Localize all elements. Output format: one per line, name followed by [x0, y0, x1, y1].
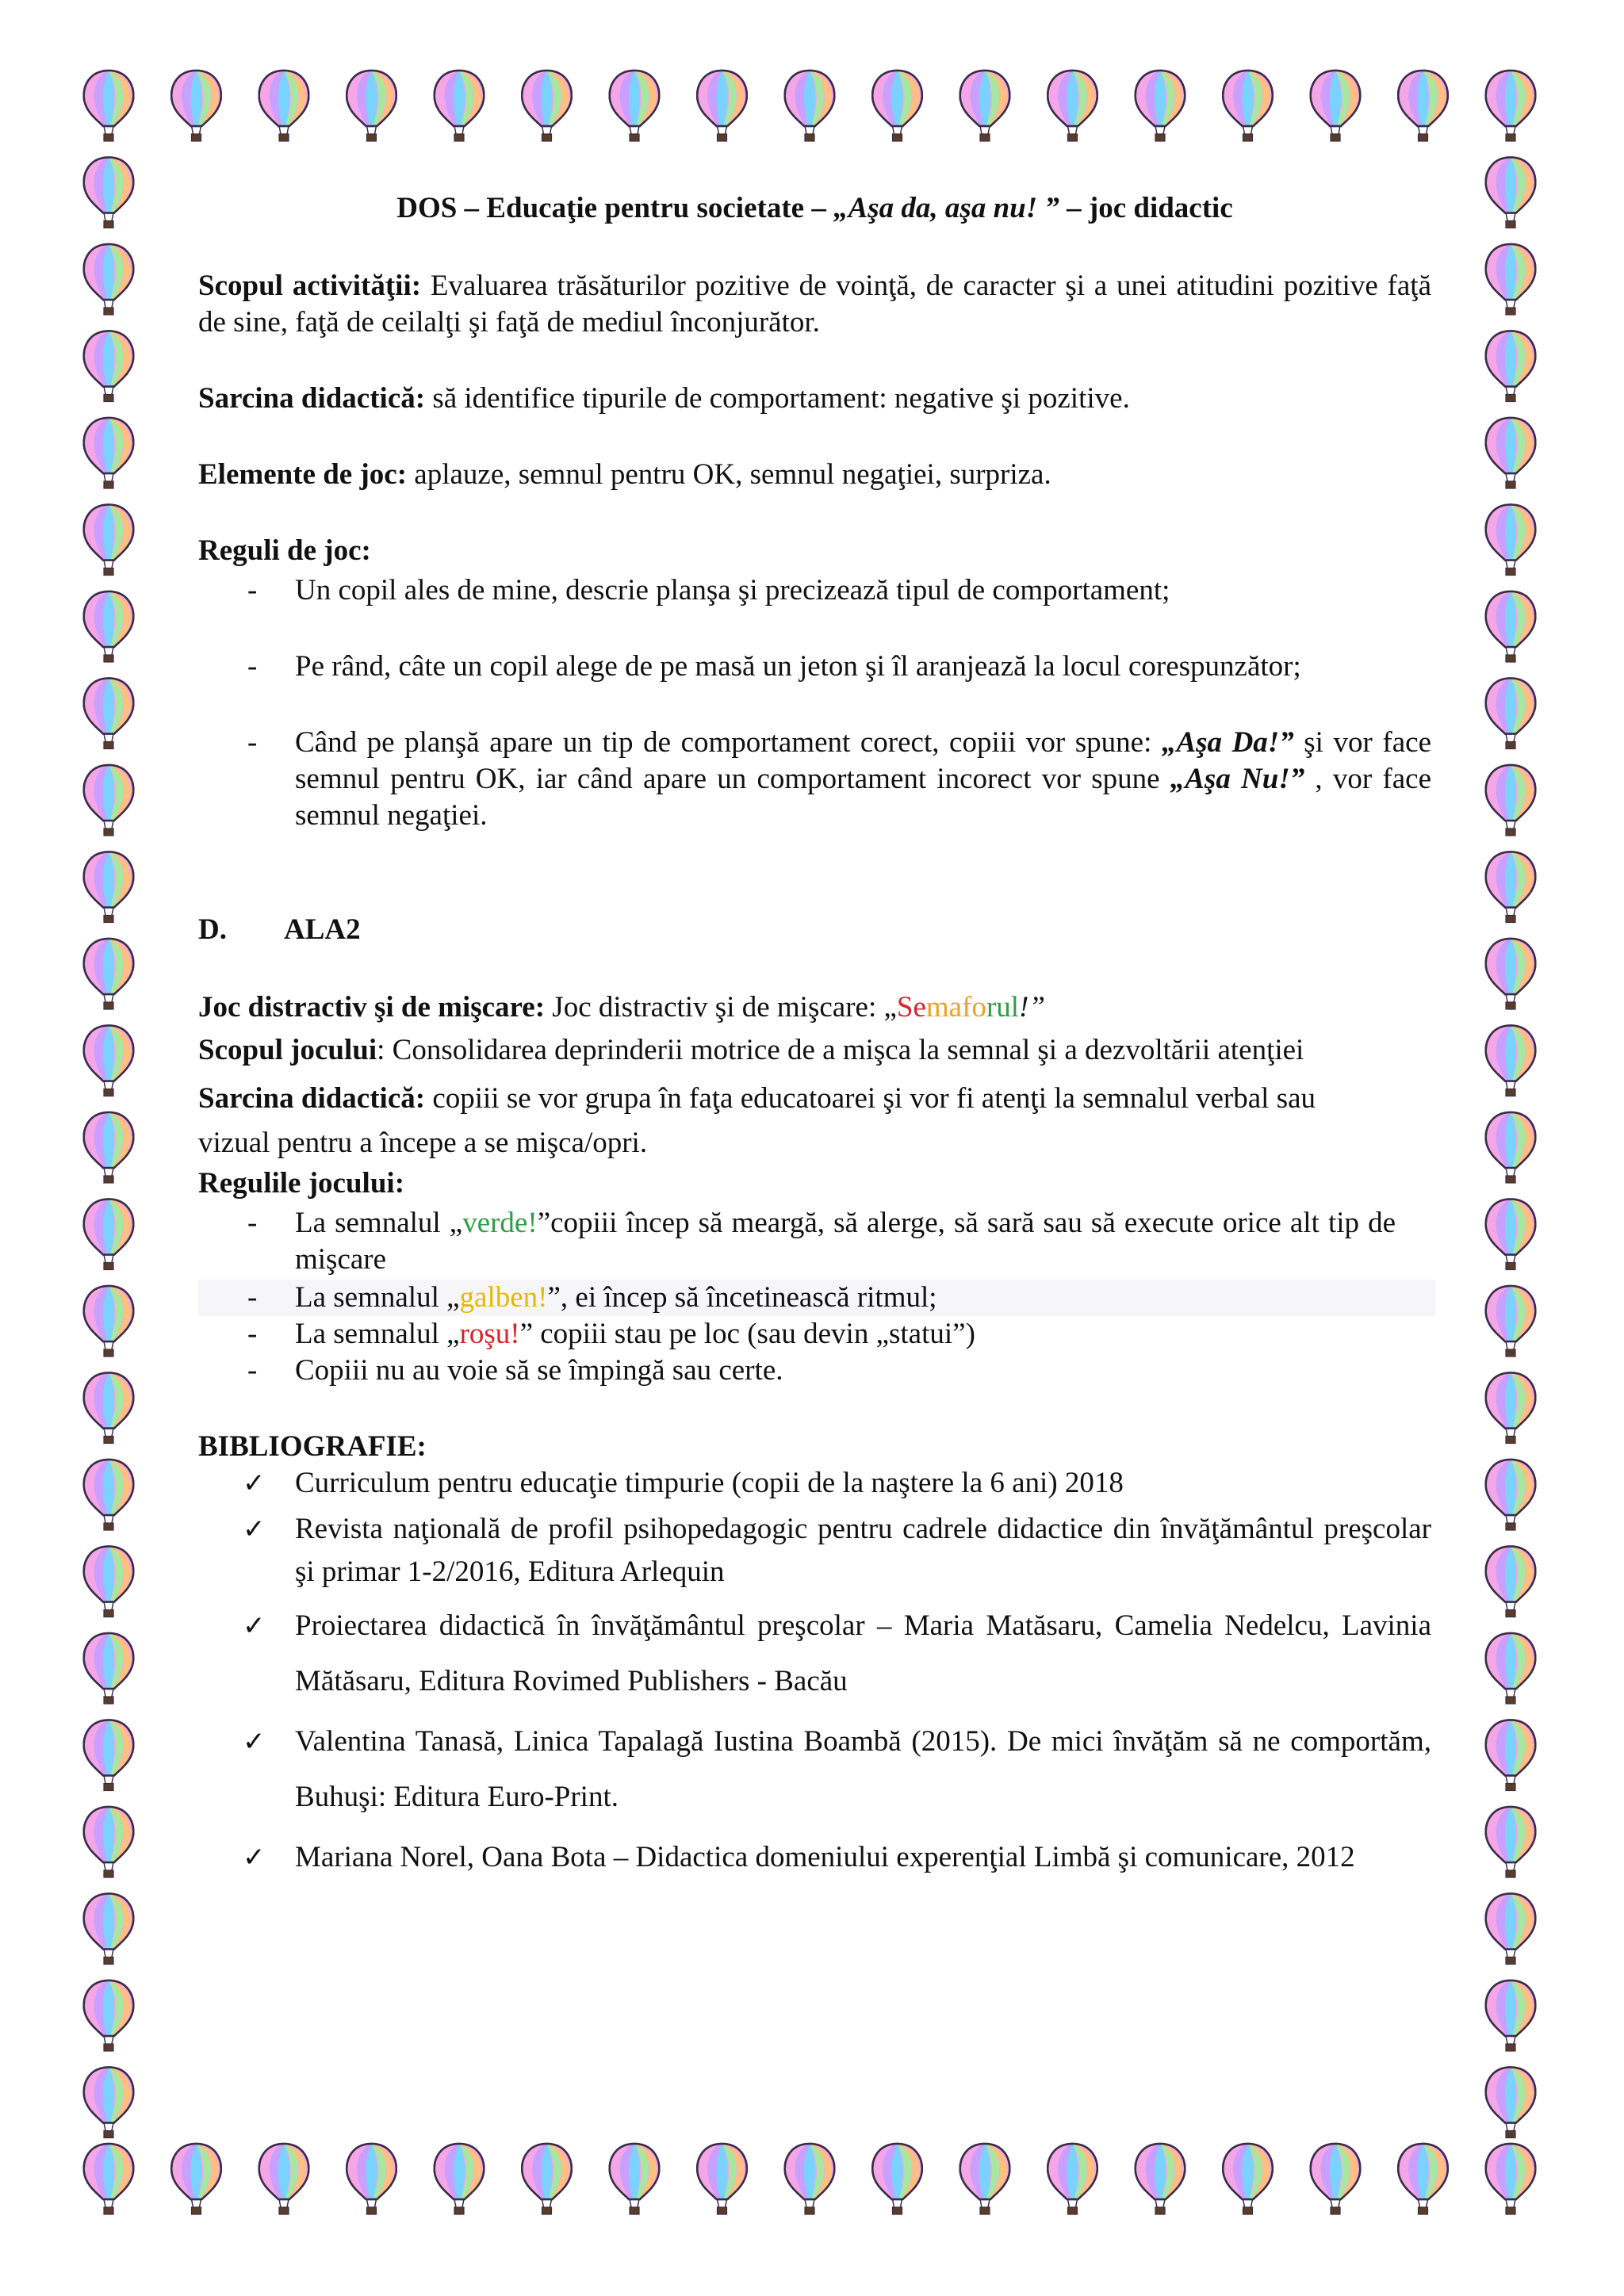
- sarcina-label: Sarcina didactică:: [198, 382, 426, 415]
- list-item: [198, 1465, 1431, 1502]
- hot-air-balloon-icon: [1486, 158, 1535, 228]
- joc-label: Joc distractiv şi de mişcare:: [198, 991, 546, 1024]
- list-item: [198, 1508, 1431, 1594]
- hot-air-balloon-icon: [259, 71, 308, 141]
- hot-air-balloon-icon: [84, 1894, 133, 1965]
- hot-air-balloon-icon: [697, 2144, 746, 2214]
- sarcina2-label: Sarcina didactică:: [198, 1082, 426, 1115]
- list-item: [198, 1714, 1431, 1825]
- list-item: [198, 1280, 1435, 1316]
- hot-air-balloon-icon: [1486, 71, 1535, 141]
- bibliografie-heading: BIBLIOGRAFIE:: [198, 1430, 427, 1463]
- reguli-item-text: Când pe planşă apare un tip de comportament corect, copiii vor spune:: [295, 726, 1162, 759]
- hot-air-balloon-icon: [435, 2144, 484, 2214]
- section-letter: D.: [198, 913, 227, 946]
- reguli-item-text: şi vor face semnul pentru OK, iar când apare un comportament incorect vor spune: [295, 726, 1431, 795]
- hot-air-balloon-icon: [1398, 2144, 1447, 2214]
- hot-air-balloon-icon: [1486, 1980, 1535, 2051]
- rule-text: La semnalul „: [295, 1281, 460, 1314]
- hot-air-balloon-icon: [1311, 71, 1360, 141]
- title-part: DOS – Educaţie pentru societate –: [396, 192, 834, 224]
- hot-air-balloon-icon: [1486, 765, 1535, 836]
- hot-air-balloon-icon: [1486, 1460, 1535, 1530]
- hot-air-balloon-icon: [522, 2144, 571, 2214]
- hot-air-balloon-icon: [785, 2144, 834, 2214]
- hot-air-balloon-icon: [1486, 331, 1535, 402]
- hot-air-balloon-icon: [84, 939, 133, 1009]
- checkmark-icon: ✓: [243, 1610, 266, 1642]
- hot-air-balloon-icon: [960, 2144, 1009, 2214]
- sarcina2-text: copiii se vor grupa în faţa educatoarei şi vor fi atenţi la semnalul verbal sau vizual pentru a începe a se mişca/opri.: [198, 1082, 1316, 1159]
- hot-air-balloon-icon: [1136, 71, 1185, 141]
- reguli-item-text: , vor face semnul negaţiei.: [295, 763, 1431, 832]
- section-name: ALA2: [283, 913, 361, 946]
- hot-air-balloon-icon: [610, 2144, 659, 2214]
- rule-text: Copiii nu au voie să se împingă sau certe.: [295, 1354, 783, 1387]
- hot-air-balloon-icon: [1136, 2144, 1185, 2214]
- elemente-label: Elemente de joc:: [198, 458, 408, 491]
- hot-air-balloon-icon: [84, 679, 133, 749]
- reguli-list: [198, 572, 1431, 834]
- page-title: [198, 190, 1431, 227]
- checkmark-icon: ✓: [243, 1726, 266, 1758]
- hot-air-balloon-icon: [1486, 939, 1535, 1009]
- elemente-paragraph: [198, 457, 1431, 493]
- hot-air-balloon-icon: [84, 1807, 133, 1877]
- section-d-heading: [198, 912, 1431, 948]
- joc-paragraph: [198, 989, 1431, 1026]
- hot-air-balloon-icon: [171, 2144, 220, 2214]
- list-item: [198, 1205, 1435, 1278]
- hot-air-balloon-icon: [522, 71, 571, 141]
- hot-air-balloon-icon: [1486, 418, 1535, 488]
- checkmark-icon: ✓: [243, 1468, 266, 1499]
- list-item: [198, 572, 1431, 609]
- hot-air-balloon-icon: [347, 2144, 396, 2214]
- reguli-heading: Reguli de joc:: [198, 534, 371, 567]
- hot-air-balloon-icon: [84, 71, 133, 141]
- semaforul-orange: mafo: [925, 991, 986, 1024]
- scop-joc-text: : Consolidarea deprinderii motrice de a mişca la semnal şi a dezvoltării atenţiei: [377, 1034, 1304, 1066]
- hot-air-balloon-icon: [84, 1373, 133, 1444]
- rule-text: ”, ei încep să încetinească ritmul;: [547, 1281, 937, 1314]
- hot-air-balloon-icon: [1486, 1026, 1535, 1096]
- hot-air-balloon-icon: [84, 1200, 133, 1270]
- hot-air-balloon-icon: [84, 331, 133, 402]
- hot-air-balloon-icon: [347, 71, 396, 141]
- bib-entry: Revista naţională de profil psihopedagogic pentru cadrele didactice din învăţământul preşcolar şi primar 1-2/2016, Editura Arlequin: [295, 1513, 1431, 1588]
- hot-air-balloon-icon: [1486, 2068, 1535, 2138]
- hot-air-balloon-icon: [84, 505, 133, 576]
- elemente-text: aplauze, semnul pentru OK, semnul negaţiei, surpriza.: [407, 458, 1051, 491]
- bib-entry: Mariana Norel, Oana Bota – Didactica domeniului experenţial Limbă şi comunicare, 2012: [295, 1841, 1355, 1873]
- hot-air-balloon-icon: [84, 765, 133, 836]
- checkmark-icon: ✓: [243, 1513, 266, 1545]
- bib-entry: Valentina Tanasă, Linica Tapalagă Iustina Boambă (2015). De mici învăţăm să ne comportăm, Buhuşi: Editura Euro-Print.: [295, 1725, 1431, 1813]
- hot-air-balloon-icon: [259, 2144, 308, 2214]
- hot-air-balloon-icon: [1398, 71, 1447, 141]
- bibliografie-list: [198, 1465, 1431, 1885]
- hot-air-balloon-icon: [84, 1286, 133, 1357]
- list-item: [198, 725, 1431, 834]
- list-item: [198, 1316, 1435, 1353]
- rule-text: ” copiii stau pe loc (sau devin „statui”): [519, 1318, 975, 1350]
- hot-air-balloon-icon: [84, 244, 133, 315]
- scop-joc-label: Scopul jocului: [198, 1034, 377, 1066]
- reguli-item-text: Pe rând, câte un copil alege de pe masă un jeton şi îl aranjează la locul corespunzător;: [295, 650, 1301, 683]
- hot-air-balloon-icon: [1048, 71, 1097, 141]
- hot-air-balloon-icon: [1223, 71, 1272, 141]
- hot-air-balloon-icon: [1486, 852, 1535, 923]
- rule-text: ”copiii încep să meargă, să alerge, să sară sau să execute orice alt tip de mişcare: [295, 1207, 1396, 1276]
- reguli-item-text: Un copil ales de mine, descrie planşa şi precizează tipul de comportament;: [295, 574, 1170, 607]
- bib-entry: Curriculum pentru educaţie timpurie (copii de la naştere la 6 ani) 2018: [295, 1467, 1124, 1499]
- hot-air-balloon-icon: [84, 2068, 133, 2138]
- semaforul-red: Se: [896, 991, 926, 1024]
- hot-air-balloon-icon: [84, 1547, 133, 1617]
- list-item: [198, 649, 1431, 685]
- checkmark-icon: ✓: [243, 1842, 266, 1873]
- hot-air-balloon-icon: [171, 71, 220, 141]
- sarcina2-paragraph: [198, 1077, 1324, 1165]
- bib-entry: Proiectarea didactică în învăţământul preşcolar – Maria Matăsaru, Camelia Nedelcu, Lavinia Mătăsaru, Editura Rovimed Publishers - Bacău: [295, 1609, 1431, 1697]
- list-item: [198, 1353, 1435, 1389]
- hot-air-balloon-icon: [1311, 2144, 1360, 2214]
- regulile-list: [198, 1205, 1435, 1389]
- regulile-heading: Regulile jocului:: [198, 1167, 405, 1200]
- hot-air-balloon-icon: [84, 1112, 133, 1183]
- document-page: [198, 190, 1431, 1885]
- hot-air-balloon-icon: [1486, 505, 1535, 576]
- rule-text: La semnalul „: [295, 1207, 463, 1239]
- asa-nu-text: „Aşa Nu!”: [1170, 763, 1305, 795]
- rosu-word: roşu!: [459, 1318, 520, 1350]
- hot-air-balloon-icon: [1486, 1547, 1535, 1617]
- list-item: [198, 1598, 1431, 1709]
- scop-label: Scopul activităţii:: [198, 270, 422, 302]
- scop-joc-paragraph: [198, 1032, 1324, 1069]
- hot-air-balloon-icon: [1486, 244, 1535, 315]
- hot-air-balloon-icon: [1486, 2144, 1535, 2214]
- hot-air-balloon-icon: [84, 852, 133, 923]
- hot-air-balloon-icon: [1048, 2144, 1097, 2214]
- sarcina-paragraph: [198, 381, 1431, 417]
- hot-air-balloon-icon: [1486, 1200, 1535, 1270]
- hot-air-balloon-icon: [610, 71, 659, 141]
- joc-end: !”: [1019, 991, 1045, 1024]
- scop-paragraph: [198, 268, 1431, 341]
- hot-air-balloon-icon: [1223, 2144, 1272, 2214]
- hot-air-balloon-icon: [84, 158, 133, 228]
- list-item: [198, 1830, 1431, 1885]
- hot-air-balloon-icon: [785, 71, 834, 141]
- verde-word: verde!: [462, 1207, 538, 1239]
- hot-air-balloon-icon: [84, 1026, 133, 1096]
- asa-da-text: „Aşa Da!”: [1161, 726, 1294, 759]
- rule-text: La semnalul „: [295, 1318, 460, 1350]
- hot-air-balloon-icon: [84, 1720, 133, 1791]
- title-part: – joc didactic: [1059, 192, 1233, 224]
- hot-air-balloon-icon: [84, 1460, 133, 1530]
- semaforul-green: rul: [986, 991, 1020, 1024]
- hot-air-balloon-icon: [1486, 1286, 1535, 1357]
- hot-air-balloon-icon: [697, 71, 746, 141]
- sarcina-text: să identifice tipurile de comportament: negative şi pozitive.: [425, 382, 1130, 415]
- hot-air-balloon-icon: [1486, 679, 1535, 749]
- hot-air-balloon-icon: [1486, 1112, 1535, 1183]
- hot-air-balloon-icon: [1486, 1373, 1535, 1444]
- hot-air-balloon-icon: [960, 71, 1009, 141]
- hot-air-balloon-icon: [84, 2144, 133, 2214]
- hot-air-balloon-icon: [872, 2144, 921, 2214]
- hot-air-balloon-icon: [84, 1633, 133, 1704]
- title-italic: „Aşa da, aşa nu! ”: [833, 192, 1059, 224]
- scop-text: Evaluarea trăsăturilor pozitive de voinţă, de caracter şi a unei atitudini pozitive faţă de sine, faţă de ceilalţi şi faţă de mediul înconjurător.: [198, 270, 1431, 339]
- galben-word: galben!: [459, 1281, 548, 1314]
- hot-air-balloon-icon: [1486, 1894, 1535, 1965]
- hot-air-balloon-icon: [1486, 1807, 1535, 1877]
- hot-air-balloon-icon: [872, 71, 921, 141]
- joc-text: Joc distractiv şi de mişcare: „: [545, 991, 897, 1024]
- hot-air-balloon-icon: [1486, 1720, 1535, 1791]
- hot-air-balloon-icon: [84, 418, 133, 488]
- hot-air-balloon-icon: [84, 1980, 133, 2051]
- hot-air-balloon-icon: [1486, 591, 1535, 662]
- hot-air-balloon-icon: [1486, 1633, 1535, 1704]
- hot-air-balloon-icon: [435, 71, 484, 141]
- hot-air-balloon-icon: [84, 591, 133, 662]
